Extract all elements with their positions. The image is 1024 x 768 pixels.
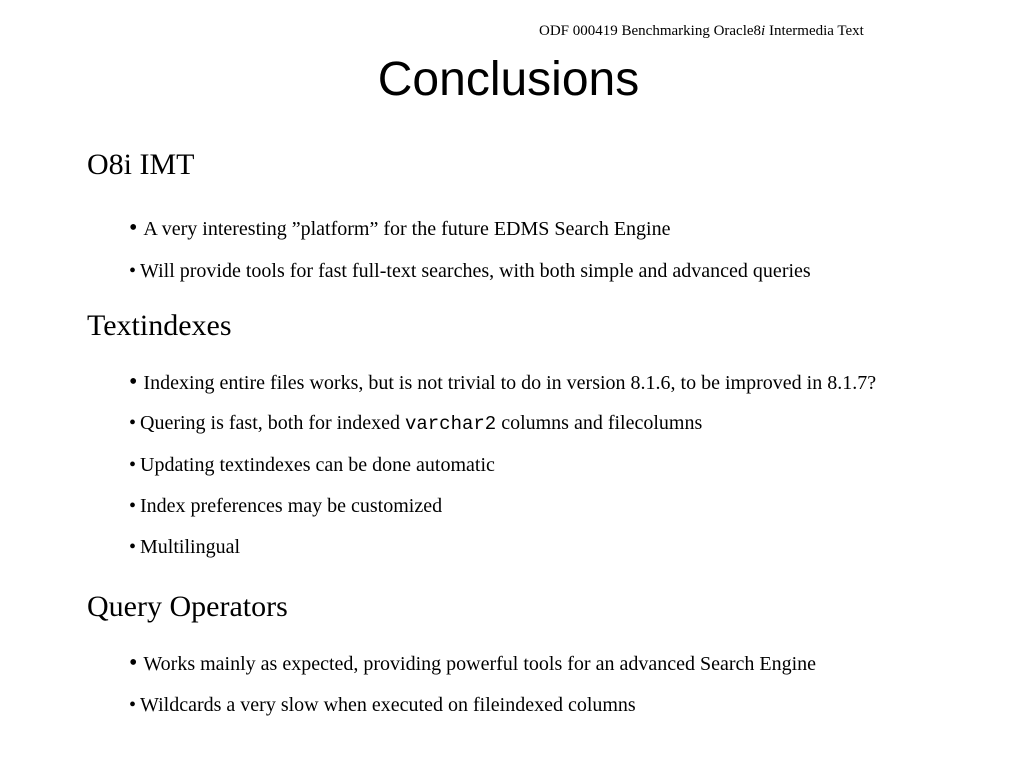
document-reference-note: [539, 23, 864, 40]
bullet-item: [129, 692, 636, 718]
code-term: varchar2: [404, 413, 497, 435]
bullet-text: Updating textindexes can be done automatic: [140, 454, 495, 476]
bullet-dot: •: [129, 215, 138, 241]
section-heading-textindexes: Textindexes: [87, 309, 232, 342]
bullet-dot: •: [129, 369, 138, 395]
slide-title: Conclusions: [377, 53, 640, 106]
bullet-text-before: Quering is fast, both for indexed: [140, 412, 405, 434]
section-heading-o8i-imt: O8i IMT: [87, 148, 195, 181]
bullet-item: [129, 493, 442, 519]
bullet-text: Multilingual: [140, 536, 241, 558]
bullet-text: A very interesting ”platform” for the future EDMS Search Engine: [143, 218, 671, 240]
bullet-text: Will provide tools for fast full-text searches, with both simple and advanced queries: [140, 260, 811, 282]
bullet-item: [129, 452, 495, 478]
bullet-dot: •: [129, 495, 137, 517]
bullet-item: [129, 534, 240, 560]
bullet-item: [129, 650, 816, 677]
bullet-text-after: columns and filecolumns: [496, 412, 703, 434]
bullet-dot: •: [129, 454, 137, 476]
bullet-item: [129, 369, 876, 396]
bullet-dot: •: [129, 536, 137, 558]
bullet-dot: •: [129, 412, 137, 434]
bullet-item: [129, 410, 702, 437]
section-heading-query-operators: Query Operators: [87, 590, 288, 623]
bullet-text: Indexing entire files works, but is not trivial to do in version 8.1.6, to be improved in 8.1.7?: [143, 372, 877, 394]
bullet-dot: •: [129, 694, 137, 716]
document-reference-prefix: ODF 000419 Benchmarking Oracle8: [539, 23, 762, 39]
bullet-dot: •: [129, 650, 138, 676]
document-reference-italic: i: [761, 23, 766, 39]
bullet-item: [129, 215, 670, 242]
bullet-text: Index preferences may be customized: [140, 495, 443, 517]
bullet-dot: •: [129, 260, 137, 282]
bullet-text: Wildcards a very slow when executed on fileindexed columns: [140, 694, 636, 716]
bullet-text: Works mainly as expected, providing powerful tools for an advanced Search Engine: [143, 653, 817, 675]
bullet-item: [129, 258, 811, 284]
document-reference-suffix: Intermedia Text: [765, 23, 864, 39]
